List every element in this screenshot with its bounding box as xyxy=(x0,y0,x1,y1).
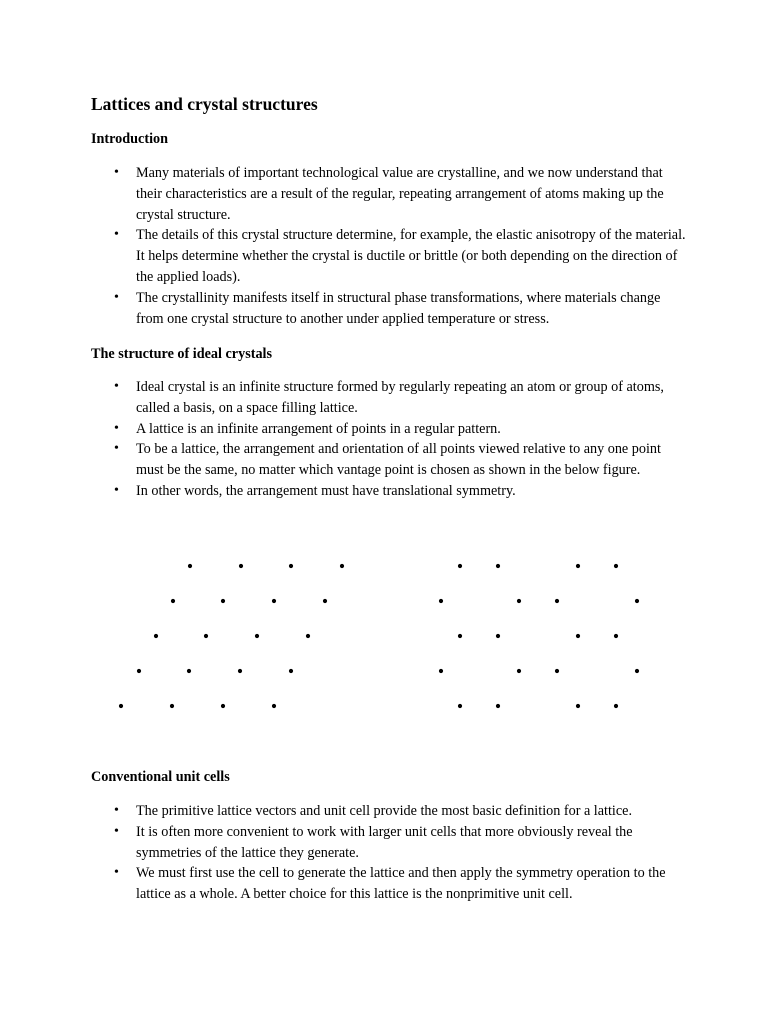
lattice-point xyxy=(255,634,259,638)
non-lattice-point xyxy=(576,564,580,568)
lattice-point xyxy=(221,704,225,708)
lattice-figure xyxy=(0,540,768,730)
list-item: • In other words, the arrangement must have translational symmetry. xyxy=(91,481,691,502)
lattice-point xyxy=(238,669,242,673)
non-lattice-point xyxy=(555,669,559,673)
list-item: • The primitive lattice vectors and unit cell provide the most basic definition for a lattice. xyxy=(91,801,691,822)
lattice-point xyxy=(154,634,158,638)
list-item: • The details of this crystal structure determine, for example, the elastic anisotropy of the material. It helps determine whether the crystal is ductile or brittle (or both depending on the direction of the applied loads). xyxy=(91,225,691,287)
non-lattice-point xyxy=(458,704,462,708)
lattice-point xyxy=(137,669,141,673)
lattice-point xyxy=(171,599,175,603)
lattice-point xyxy=(204,634,208,638)
non-lattice-point xyxy=(439,599,443,603)
lattice-point xyxy=(170,704,174,708)
non-lattice-point xyxy=(635,669,639,673)
section-heading-introduction: Introduction xyxy=(91,131,168,147)
lattice-point xyxy=(289,669,293,673)
lattice-point xyxy=(323,599,327,603)
introduction-bullet-list xyxy=(91,163,691,329)
document-title: Lattices and crystal structures xyxy=(91,94,318,114)
lattice-point xyxy=(239,564,243,568)
non-lattice-point xyxy=(614,634,618,638)
lattice-point xyxy=(221,599,225,603)
unit-cells-bullet-list xyxy=(91,801,691,905)
non-lattice-point xyxy=(614,564,618,568)
non-lattice-point xyxy=(496,634,500,638)
list-item: • Ideal crystal is an infinite structure formed by regularly repeating an atom or group of atoms, called a basis, on a space filling lattice. xyxy=(91,377,691,419)
non-lattice-point xyxy=(576,704,580,708)
non-lattice-point xyxy=(496,704,500,708)
lattice-point xyxy=(289,564,293,568)
list-item: • Many materials of important technological value are crystalline, and we now understand that their characteristics are a result of the regular, repeating arrangement of atoms making up the crystal structure. xyxy=(91,163,691,225)
non-lattice-point xyxy=(555,599,559,603)
non-lattice-point xyxy=(458,634,462,638)
non-lattice-point xyxy=(576,634,580,638)
lattice-point xyxy=(340,564,344,568)
lattice-point xyxy=(119,704,123,708)
section-heading-unit-cells: Conventional unit cells xyxy=(91,769,230,785)
non-lattice-point xyxy=(517,599,521,603)
list-item: • We must first use the cell to generate the lattice and then apply the symmetry operation to the lattice as a whole. A better choice for this lattice is the nonprimitive unit cell. xyxy=(91,863,691,905)
ideal-crystals-bullet-list xyxy=(91,377,691,502)
list-item: • The crystallinity manifests itself in structural phase transformations, where materials change from one crystal structure to another under applied temperature or stress. xyxy=(91,288,691,330)
non-lattice-point xyxy=(458,564,462,568)
lattice-point xyxy=(306,634,310,638)
non-lattice-point xyxy=(496,564,500,568)
lattice-point xyxy=(188,564,192,568)
non-lattice-point xyxy=(439,669,443,673)
list-item: • A lattice is an infinite arrangement of points in a regular pattern. xyxy=(91,419,691,440)
lattice-point xyxy=(272,599,276,603)
non-lattice-point xyxy=(517,669,521,673)
list-item: • It is often more convenient to work with larger unit cells that more obviously reveal the symmetries of the lattice they generate. xyxy=(91,822,691,864)
section-heading-ideal-crystals: The structure of ideal crystals xyxy=(91,346,272,362)
lattice-points-diagram xyxy=(0,540,768,730)
non-lattice-point xyxy=(635,599,639,603)
lattice-point xyxy=(272,704,276,708)
lattice-point xyxy=(187,669,191,673)
list-item: • To be a lattice, the arrangement and orientation of all points viewed relative to any one point must be the same, no matter which vantage point is chosen as shown in the below figure. xyxy=(91,439,691,481)
non-lattice-point xyxy=(614,704,618,708)
